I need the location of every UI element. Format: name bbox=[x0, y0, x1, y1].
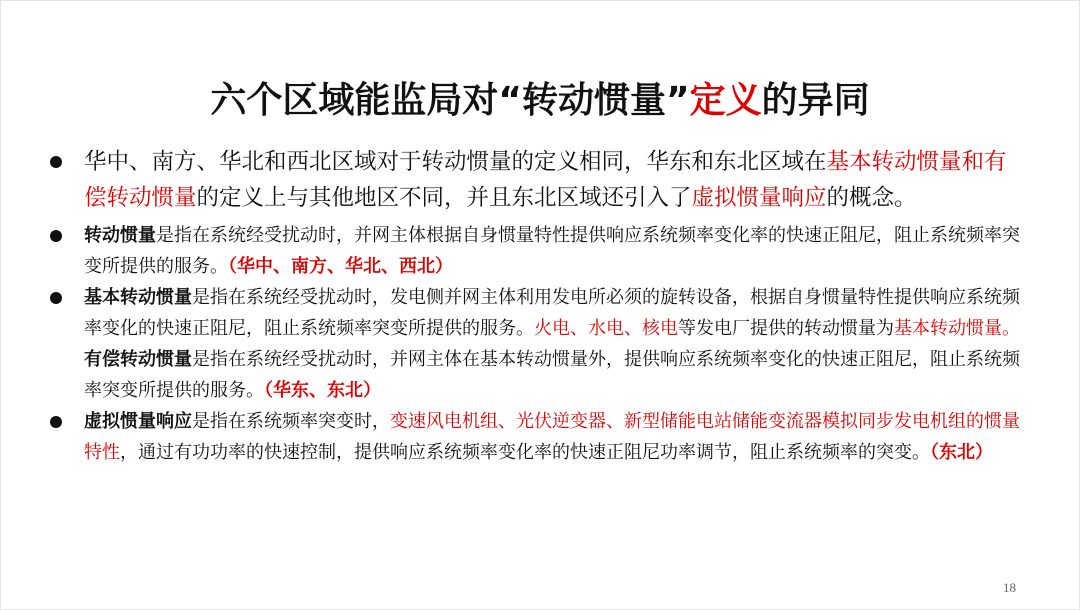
bullet-highlight: 变速风电机组、光伏逆变器、新型储能电站储能变流器模拟同步发电机组的惯量特性 bbox=[84, 411, 1020, 463]
bullet-text: ，通过有功功率的快速控制，提供响应系统频率变化率的快速正阻尼功率调节，阻止系统频率的突变。 bbox=[120, 442, 930, 463]
bullet-term: 转动惯量 bbox=[84, 225, 156, 246]
bullet-highlight: 火电、水电、核电 bbox=[534, 318, 678, 339]
page-number: 18 bbox=[1003, 580, 1016, 595]
bullet-region-tag: （东北） bbox=[930, 442, 993, 463]
bullet-text: 是指在系统经受扰动时，并网主体根据自身惯量特性提供响应系统频率变化率的快速正阻尼，阻止系统频率突变所提供的服务。 bbox=[84, 225, 1020, 277]
bullet-text: 等发电厂提供的转动惯量为 bbox=[678, 318, 894, 339]
bullet-region-tag: （华东、东北） bbox=[264, 380, 381, 401]
bullet-term: 有偿转动惯量 bbox=[84, 349, 192, 370]
title-part3: 的异同 bbox=[761, 80, 870, 122]
bullet-text: 是指在系统经受扰动时，并网主体在基本转动惯量外，提供响应系统频率变化的快速正阻尼，阻止系统频率突变所提供的服务。 bbox=[84, 349, 1020, 401]
bullet-text: 的定义上与其他地区不同，并且东北区域还引入了 bbox=[196, 185, 692, 211]
bullet-text: 华中、南方、华北和西北区域对于转动惯量的定义相同，华东和东北区域在 bbox=[84, 149, 827, 175]
bullet-item-virtual-inertia bbox=[48, 406, 1028, 468]
bullet-item-overview bbox=[48, 144, 1028, 216]
slide-title bbox=[0, 76, 1080, 126]
bullet-item-basic-inertia bbox=[48, 282, 1028, 406]
bullet-highlight: 基本转动惯量和有偿转动惯量 bbox=[84, 149, 1007, 211]
title-part2-highlight: 定义 bbox=[689, 80, 762, 122]
title-part1: 六个区域能监局对“转动惯量” bbox=[210, 80, 690, 122]
bullet-dot-icon bbox=[50, 230, 62, 242]
bullet-term: 虚拟惯量响应 bbox=[84, 411, 192, 432]
bullet-text: 的概念。 bbox=[826, 185, 917, 211]
bullet-highlight: 基本转动惯量。 bbox=[894, 318, 1020, 339]
bullet-dot-icon bbox=[50, 156, 62, 168]
bullet-term: 基本转动惯量 bbox=[84, 287, 192, 308]
bullet-dot-icon bbox=[50, 292, 62, 304]
bullet-text: 是指在系统频率突变时， bbox=[192, 411, 390, 432]
bullet-dot-icon bbox=[50, 416, 62, 428]
bullet-text: 是指在系统经受扰动时，发电侧并网主体利用发电所必须的旋转设备，根据自身惯量特性提供响应系统频率变化的快速正阻尼，阻止系统频率突变所提供的服务。 bbox=[84, 287, 1020, 339]
bullet-item-rotational-inertia bbox=[48, 220, 1028, 282]
bullet-highlight: 虚拟惯量响应 bbox=[691, 185, 827, 211]
bullet-list bbox=[48, 144, 1028, 468]
bullet-region-tag: （华中、南方、华北、西北） bbox=[228, 256, 453, 277]
